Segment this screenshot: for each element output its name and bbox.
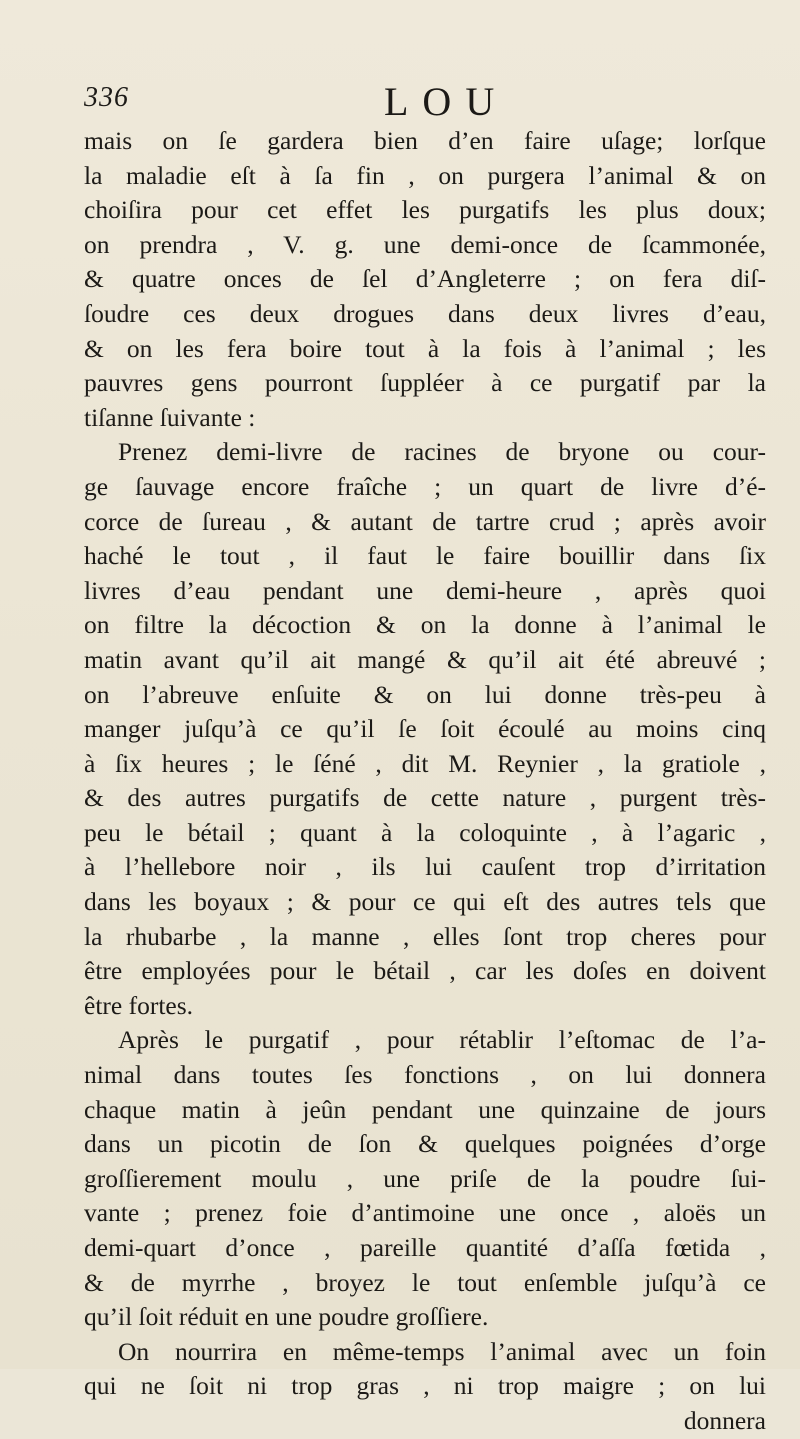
text-line: à ſix heures ; le ſéné , dit M. Reynier , la gratiole , [84,748,766,778]
text-line: demi-quart d’once , pareille quantité d’aſſa fœtida , [84,1233,766,1262]
text-line: nimal dans toutes ſes fonctions , on lui donnera [84,1060,766,1090]
catchword: donnera [683,1405,766,1435]
text-line: ſoudre ces deux drogues dans deux livres d’eau, [84,298,766,328]
text-line: groſſierement moulu , une priſe de la poudre ſui- [84,1163,766,1193]
page-number: 336 [84,82,129,113]
text-line: mais on ſe gardera bien d’en faire uſage; lorſque [84,126,766,155]
page-header [84,78,774,122]
running-head: LOU [384,79,509,124]
text-line: livres d’eau pendant une demi-heure , après quoi [84,575,766,605]
text-line: & on les fera boire tout à la fois à l’animal ; les [84,333,766,363]
text-line: qu’il ſoit réduit en une poudre groſſiere. [84,1302,489,1332]
text-line: Après le purgatif , pour rétablir l’eſtomac de l’a- [118,1025,766,1055]
text-line: tiſanne ſuivante : [84,402,256,432]
text-line: haché le tout , il faut le faire bouillir dans ſix [84,541,766,571]
text-line: chaque matin à jeûn pendant une quinzaine de jours [84,1094,766,1124]
text-line: on filtre la décoction & on la donne à l’animal le [84,610,766,640]
text-line: être fortes. [84,990,194,1020]
text-line: pauvres gens pourront ſuppléer à ce purgatif par la [84,368,766,398]
text-line: on prendra , V. g. une demi-once de ſcammonée, [84,229,766,259]
text-line: on l’abreuve enſuite & on lui donne très-peu à [84,679,766,709]
text-line: qui ne ſoit ni trop gras , ni trop maigre ; on lui [84,1371,766,1401]
text-line: être employées pour le bétail , car les doſes en doivent [84,956,766,986]
text-line: dans un picotin de ſon & quelques poignées d’orge [84,1129,766,1159]
text-line: à l’hellebore noir , ils lui cauſent trop d’irritation [84,852,766,882]
text-line: la rhubarbe , la manne , elles ſont trop cheres pour [84,921,766,951]
text-line: & de myrrhe , broyez le tout enſemble juſqu’à ce [84,1267,766,1297]
text-line: & quatre onces de ſel d’Angleterre ; on fera diſ- [84,264,766,294]
text-line: ge ſauvage encore fraîche ; un quart de livre d’é- [84,471,766,501]
text-line: Prenez demi-livre de racines de bryone ou cour- [118,437,766,467]
text-line: On nourrira en même-temps l’animal avec un foin [118,1336,766,1366]
text-line: choiſira pour cet effet les purgatifs les plus doux; [84,195,766,225]
text-line: manger juſqu’à ce qu’il ſe ſoit écoulé au moins cinq [84,714,766,744]
text-line: peu le bétail ; quant à la coloquinte , à l’agaric , [84,817,766,847]
text-line: & des autres purgatifs de cette nature , purgent très- [84,783,766,813]
text-line: vante ; prenez foie d’antimoine une once , aloës un [84,1198,766,1228]
body-text [84,124,766,1439]
text-line: corce de ſureau , & autant de tartre crud ; après avoir [84,506,766,536]
text-line: dans les boyaux ; & pour ce qui eſt des autres tels que [84,887,766,917]
text-line: la maladie eſt à ſa fin , on purgera l’animal & on [84,160,766,190]
text-line: matin avant qu’il ait mangé & qu’il ait été abreuvé ; [84,644,766,674]
